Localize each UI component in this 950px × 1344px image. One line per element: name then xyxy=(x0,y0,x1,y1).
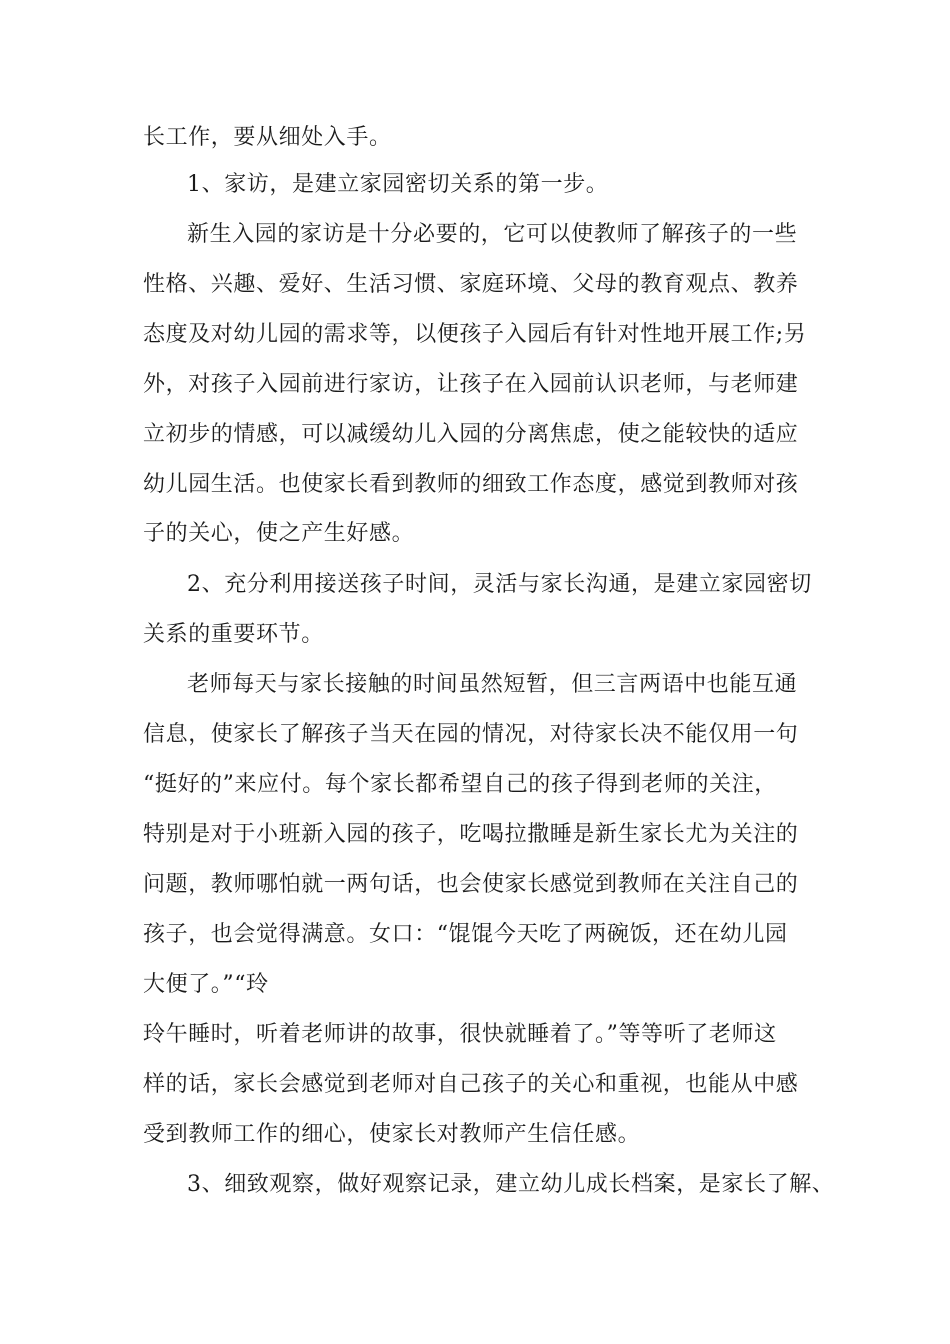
text-line: 幼儿园生活。也使家长看到教师的细致工作态度，感觉到教师对孩 xyxy=(143,472,799,497)
text-line: 玲午睡时，听着老师讲的故事，很快就睡着了。”等等听了老师这 xyxy=(143,1022,777,1047)
text-line: 信息，使家长了解孩子当天在园的情况，对待家长决不能仅用一句 xyxy=(143,722,799,747)
text-line: 外，对孩子入园前进行家访，让孩子在入园前认识老师，与老师建 xyxy=(143,372,799,397)
text-line: 特别是对于小班新入园的孩子，吃喝拉撒睡是新生家长尤为关注的 xyxy=(143,822,799,847)
text-line: 立初步的情感，可以减缓幼儿入园的分离焦虑，使之能较快的适应 xyxy=(143,422,799,447)
text-line: 新生入园的家访是十分必要的，它可以使教师了解孩子的一些 xyxy=(187,222,798,247)
text-line: 问题，教师哪怕就一两句话，也会使家长感觉到教师在关注自己的 xyxy=(143,872,799,897)
text-line: 孩子，也会觉得满意。女口：“馄馄今天吃了两碗饭，还在幼儿园 xyxy=(143,922,788,947)
text-line: 受到教师工作的细心，使家长对教师产生信任感。 xyxy=(143,1122,641,1147)
text-line: 老师每天与家长接触的时间虽然短暂，但三言两语中也能互通 xyxy=(187,672,798,697)
text-line: 态度及对幼儿园的需求等，以便孩子入园后有针对性地开展工作;另 xyxy=(143,322,807,347)
section-heading: 2、充分利用接送孩子时间，灵活与家长沟通，是建立家园密切 xyxy=(187,572,812,597)
text-line: 关系的重要环节。 xyxy=(143,622,324,647)
text-line: 性格、兴趣、爱好、生活习惯、家庭环境、父母的教育观点、教养 xyxy=(143,272,799,297)
text-line: 大便了。”“玲 xyxy=(143,972,269,997)
text-line: 样的话，家长会感觉到老师对自己孩子的关心和重视，也能从中感 xyxy=(143,1072,799,1097)
section-heading: 1、家访，是建立家园密切关系的第一步。 xyxy=(187,172,609,197)
text-line: “挺好的”来应付。每个家长都希望自己的孩子得到老师的关注， xyxy=(143,772,777,797)
section-heading: 3、细致观察，做好观察记录，建立幼儿成长档案，是家长了解、 xyxy=(187,1172,835,1197)
text-line: 子的关心，使之产生好感。 xyxy=(143,521,415,546)
text-line: 长工作，要从细处入手。 xyxy=(143,125,392,150)
